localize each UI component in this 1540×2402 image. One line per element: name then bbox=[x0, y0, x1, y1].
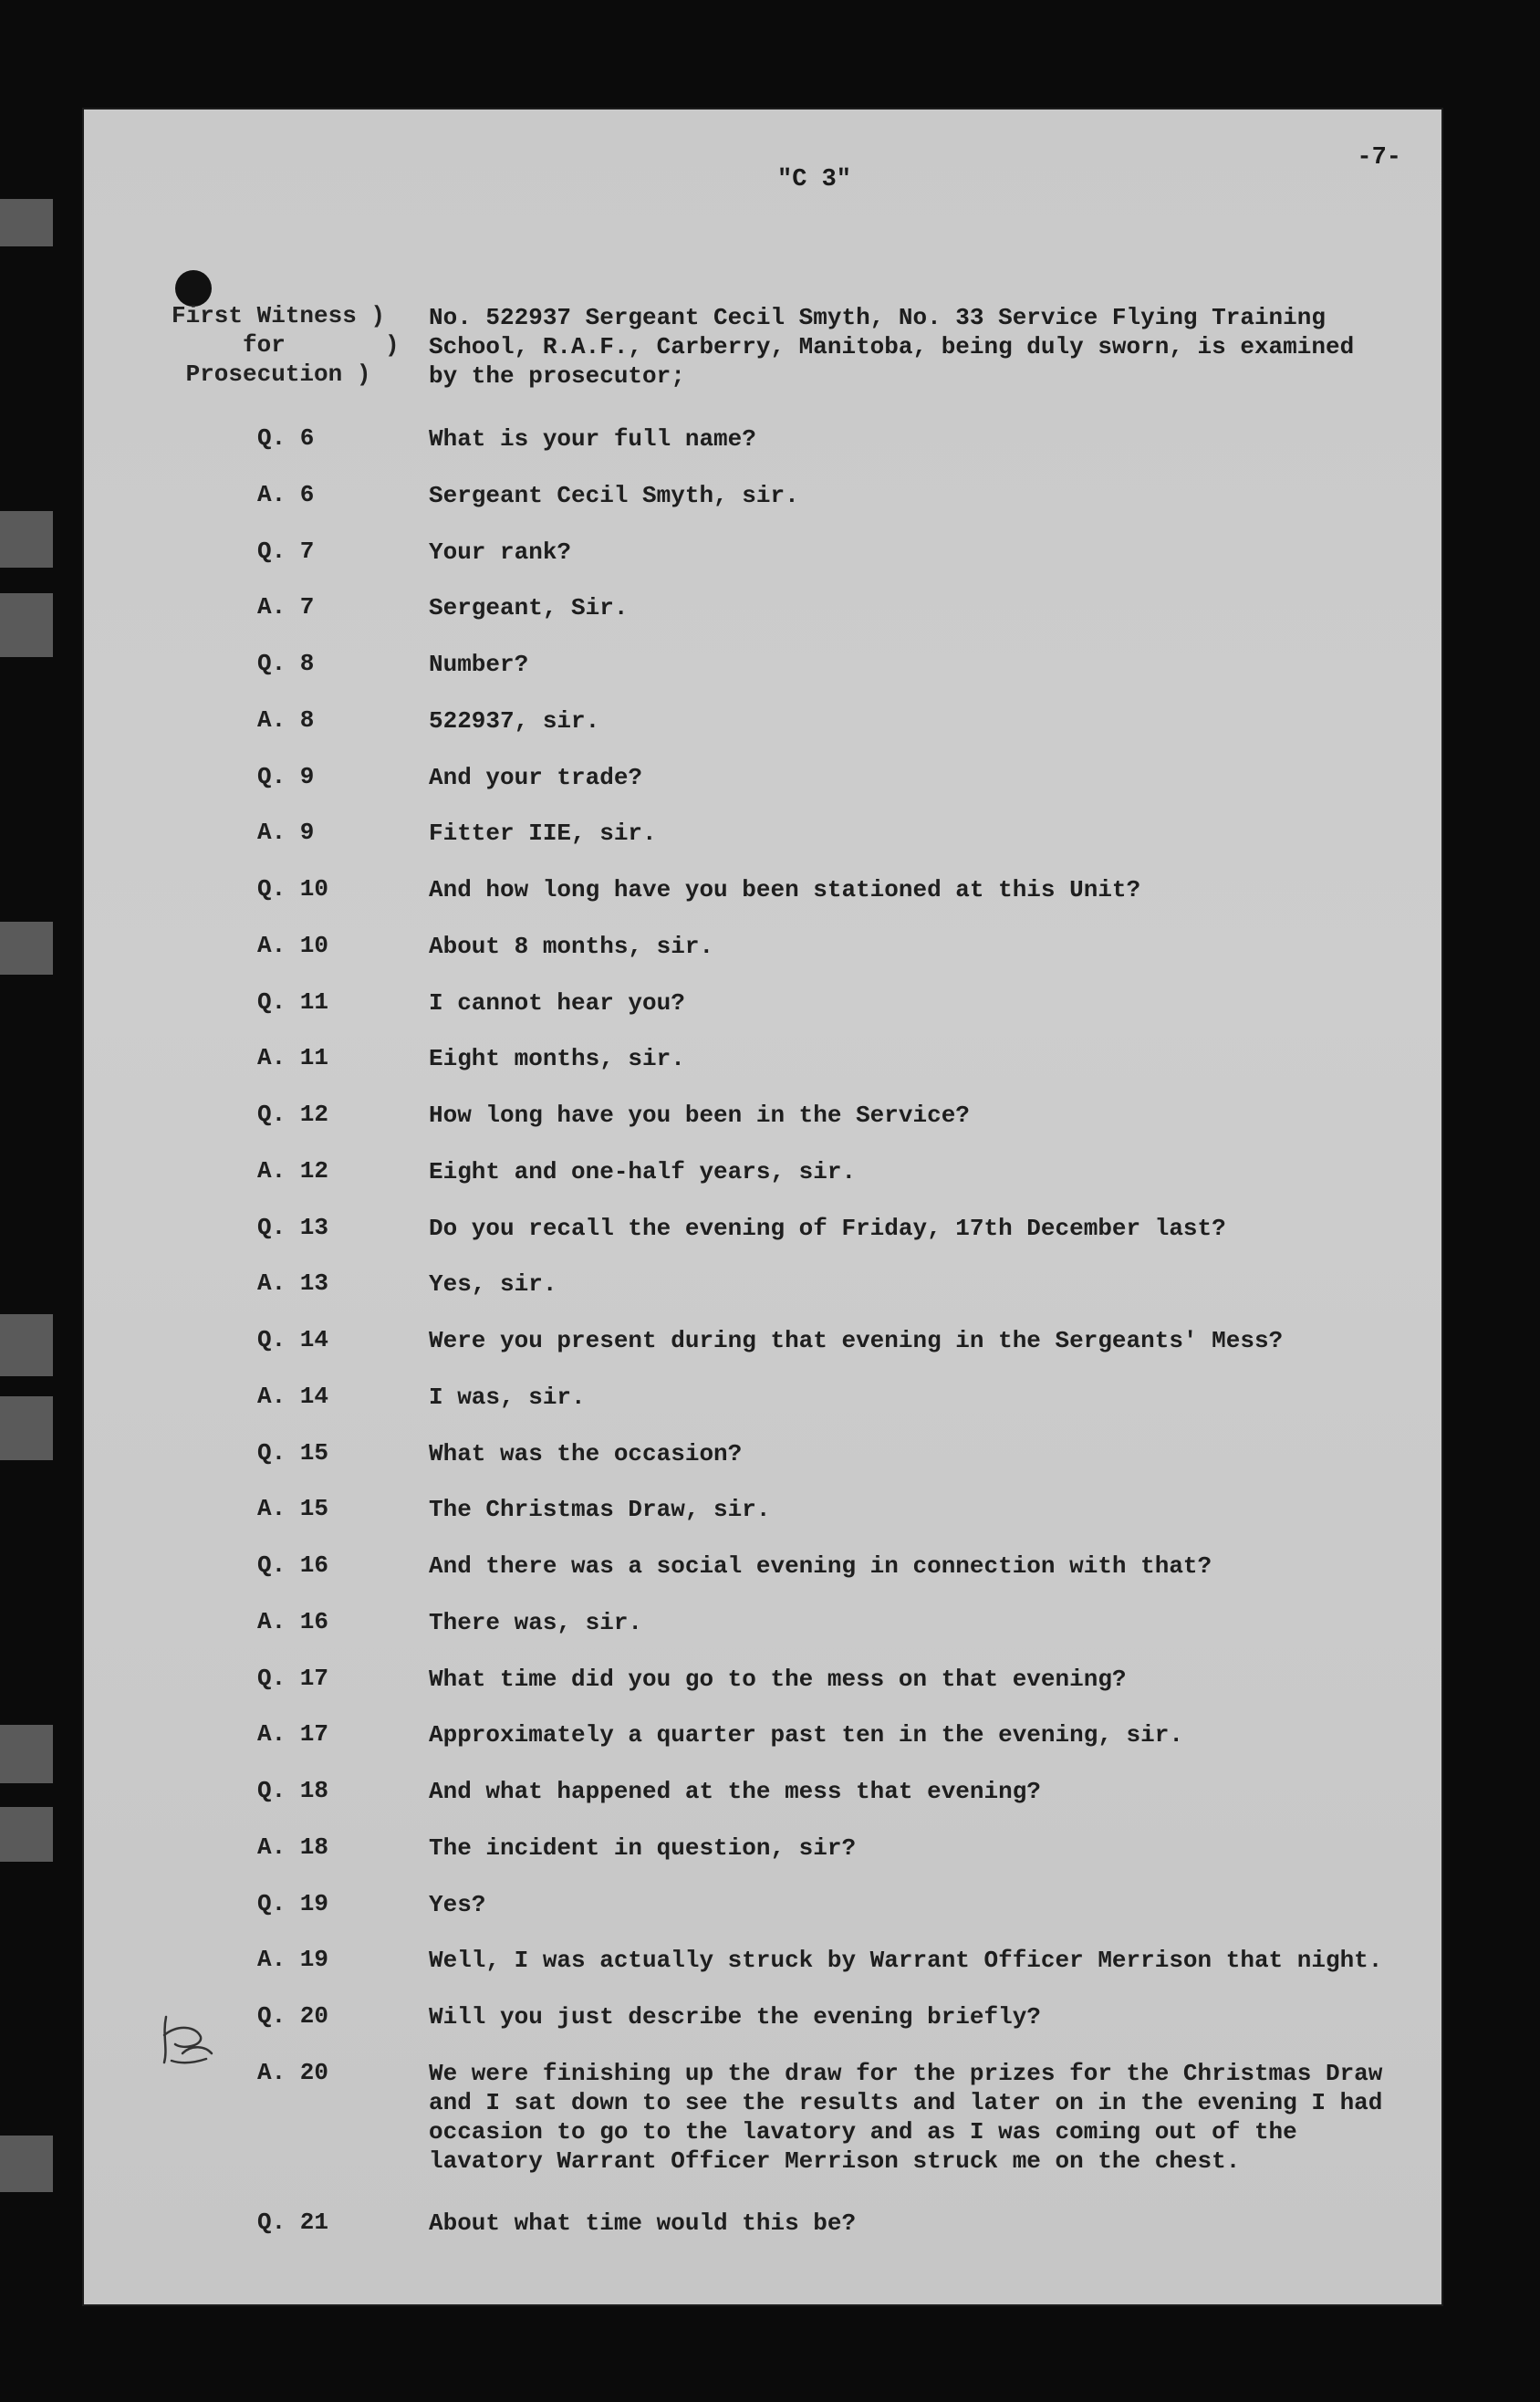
qa-text: What was the occasion? bbox=[429, 1440, 743, 1467]
qa-label: Q. 13 bbox=[257, 1214, 329, 1241]
film-strip-mark bbox=[0, 1725, 53, 1783]
witness-label: First Witness ) for ) Prosecution ) bbox=[172, 302, 400, 388]
qa-label: Q. 19 bbox=[257, 1890, 329, 1917]
qa-label: Q. 14 bbox=[257, 1326, 329, 1353]
qa-text: Fitter IIE, sir. bbox=[429, 820, 657, 847]
qa-label: Q. 11 bbox=[257, 988, 329, 1016]
qa-label: A. 14 bbox=[257, 1383, 329, 1410]
qa-text: About 8 months, sir. bbox=[429, 933, 714, 960]
qa-text: Sergeant Cecil Smyth, sir. bbox=[429, 482, 799, 509]
qa-label: A. 18 bbox=[257, 1833, 329, 1861]
qa-label: Q. 17 bbox=[257, 1665, 329, 1692]
witness-intro-text: No. 522937 Sergeant Cecil Smyth, No. 33 Service Flying Training School, R.A.F., Carberry, Manitoba, being duly sworn, is examined by the prosecutor; bbox=[429, 304, 1355, 390]
qa-label: Q. 18 bbox=[257, 1777, 329, 1804]
qa-text: And your trade? bbox=[429, 764, 643, 791]
qa-label: A. 16 bbox=[257, 1608, 329, 1635]
qa-text: And there was a social evening in connection with that? bbox=[429, 1552, 1212, 1580]
handwritten-initials bbox=[155, 2008, 219, 2072]
qa-text: The incident in question, sir? bbox=[429, 1834, 857, 1862]
qa-text: 522937, sir. bbox=[429, 707, 600, 735]
qa-text: How long have you been in the Service? bbox=[429, 1102, 970, 1129]
qa-label: Q. 9 bbox=[257, 763, 315, 790]
qa-text: There was, sir. bbox=[429, 1609, 643, 1636]
page-number: -7- bbox=[1357, 144, 1401, 172]
film-strip-mark bbox=[0, 1396, 53, 1460]
qa-text: And what happened at the mess that evening? bbox=[429, 1778, 1041, 1805]
qa-label: A. 19 bbox=[257, 1946, 329, 1973]
qa-text: What is your full name? bbox=[429, 425, 756, 453]
qa-label: Q. 7 bbox=[257, 538, 315, 565]
qa-text: We were finishing up the draw for the prizes for the Christmas Draw and I sat down to see the results and later on in the evening I had occasion to go to the lavatory and as I was coming out of the lavatory Warrant Officer Merrison struck me on the chest. bbox=[429, 2060, 1383, 2175]
qa-text: Sergeant, Sir. bbox=[429, 594, 629, 621]
qa-text: The Christmas Draw, sir. bbox=[429, 1496, 771, 1523]
qa-label: Q. 10 bbox=[257, 875, 329, 903]
qa-text: Your rank? bbox=[429, 538, 572, 566]
film-strip-mark bbox=[0, 199, 53, 246]
qa-label: A. 15 bbox=[257, 1495, 329, 1522]
qa-text: About what time would this be? bbox=[429, 2209, 857, 2237]
qa-label: Q. 6 bbox=[257, 424, 315, 452]
film-strip-mark bbox=[0, 2136, 53, 2192]
film-strip-mark bbox=[0, 593, 53, 657]
qa-text: Eight and one-half years, sir. bbox=[429, 1158, 857, 1185]
qa-text: Well, I was actually struck by Warrant Officer Merrison that night. bbox=[429, 1947, 1383, 1974]
qa-label: Q. 16 bbox=[257, 1551, 329, 1579]
qa-text: Will you just describe the evening briefly? bbox=[429, 2003, 1041, 2031]
qa-text: I cannot hear you? bbox=[429, 989, 685, 1017]
qa-text: Yes? bbox=[429, 1891, 486, 1918]
film-strip-mark bbox=[0, 1807, 53, 1862]
qa-label: Q. 20 bbox=[257, 2002, 329, 2030]
qa-label: A. 11 bbox=[257, 1044, 329, 1071]
qa-label: Q. 12 bbox=[257, 1101, 329, 1128]
qa-text: And how long have you been stationed at this Unit? bbox=[429, 876, 1141, 903]
film-strip-mark bbox=[0, 922, 53, 975]
qa-label: A. 10 bbox=[257, 932, 329, 959]
qa-label: A. 20 bbox=[257, 2059, 329, 2086]
qa-label: A. 13 bbox=[257, 1269, 329, 1297]
document-page bbox=[84, 110, 1441, 2304]
qa-label: A. 6 bbox=[257, 481, 315, 508]
film-strip-mark bbox=[0, 1314, 53, 1376]
qa-text: Approximately a quarter past ten in the evening, sir. bbox=[429, 1721, 1183, 1749]
header-code: "C 3" bbox=[777, 166, 852, 193]
qa-label: Q. 8 bbox=[257, 650, 315, 677]
qa-text: Do you recall the evening of Friday, 17th December last? bbox=[429, 1215, 1226, 1242]
qa-label: A. 7 bbox=[257, 593, 315, 621]
qa-label: A. 17 bbox=[257, 1720, 329, 1748]
qa-label: Q. 21 bbox=[257, 2209, 329, 2236]
qa-text: Were you present during that evening in the Sergeants' Mess? bbox=[429, 1327, 1284, 1354]
qa-text: I was, sir. bbox=[429, 1384, 586, 1411]
qa-label: A. 9 bbox=[257, 819, 315, 846]
qa-text: What time did you go to the mess on that evening? bbox=[429, 1666, 1127, 1693]
qa-label: A. 8 bbox=[257, 706, 315, 734]
qa-label: A. 12 bbox=[257, 1157, 329, 1185]
qa-label: Q. 15 bbox=[257, 1439, 329, 1467]
qa-text: Yes, sir. bbox=[429, 1270, 557, 1298]
qa-text: Eight months, sir. bbox=[429, 1045, 685, 1072]
film-strip-mark bbox=[0, 511, 53, 568]
qa-text: Number? bbox=[429, 651, 529, 678]
